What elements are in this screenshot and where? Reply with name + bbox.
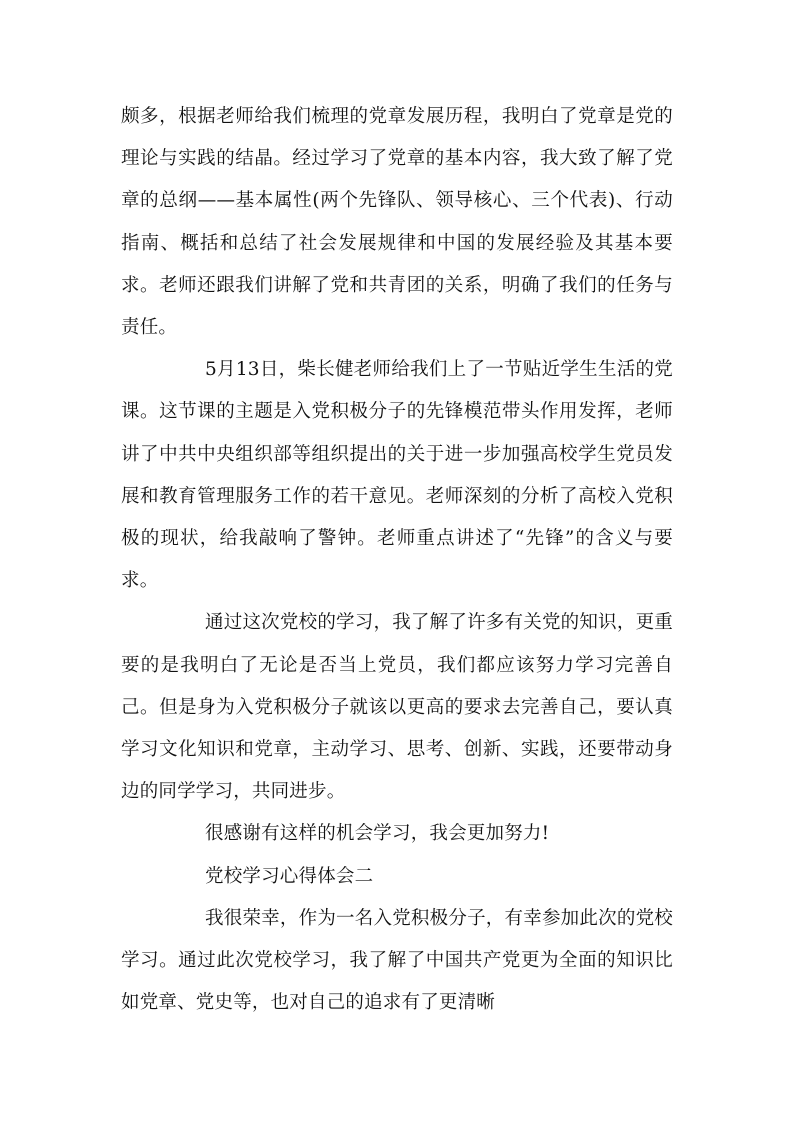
paragraph-may-13-lecture: 5月13日，柴长健老师给我们上了一节贴近学生生活的党课。这节课的主题是入党积极分子的先锋模范带头作用发挥，老师讲了中共中央组织部等组织提出的关于进一步加强高校学生党员发展和教育管理服务工作的若干意见。老师深刻的分析了高校入党积极的现状，给我敲响了警钟。老师重点讲述了“先锋”的含义与要求。 [121, 359, 673, 592]
paragraph-part-two-intro: 我很荣幸，作为一名入党积极分子，有幸参加此次的党校学习。通过此次党校学习，我了解了中国共产党更为全面的知识比如党章、党史等，也对自己的追求有了更清晰 [121, 907, 673, 1014]
document-body [121, 96, 673, 1024]
paragraph-party-constitution: 颇多，根据老师给我们梳理的党章发展历程，我明白了党章是党的理论与实践的结晶。经过学习了党章的基本内容，我大致了解了党章的总纲——基本属性(两个先锋队、领导核心、三个代表)、行动指南、概括和总结了社会发展规律和中国的发展经验及其基本要求。老师还跟我们讲解了党和共青团的关系，明确了我们的任务与责任。 [121, 106, 673, 339]
paragraph-thanks: 很感谢有这样的机会学习，我会更加努力! [205, 823, 550, 845]
section-heading-part-two: 党校学习心得体会二 [205, 865, 374, 887]
paragraph-study-summary: 通过这次党校的学习，我了解了许多有关党的知识，更重要的是我明白了无论是否当上党员，我们都应该努力学习完善自己。但是身为入党积极分子就该以更高的要求去完善自己，要认真学习文化知识和党章，主动学习、思考、创新、实践，还要带动身边的同学学习，共同进步。 [121, 612, 673, 803]
